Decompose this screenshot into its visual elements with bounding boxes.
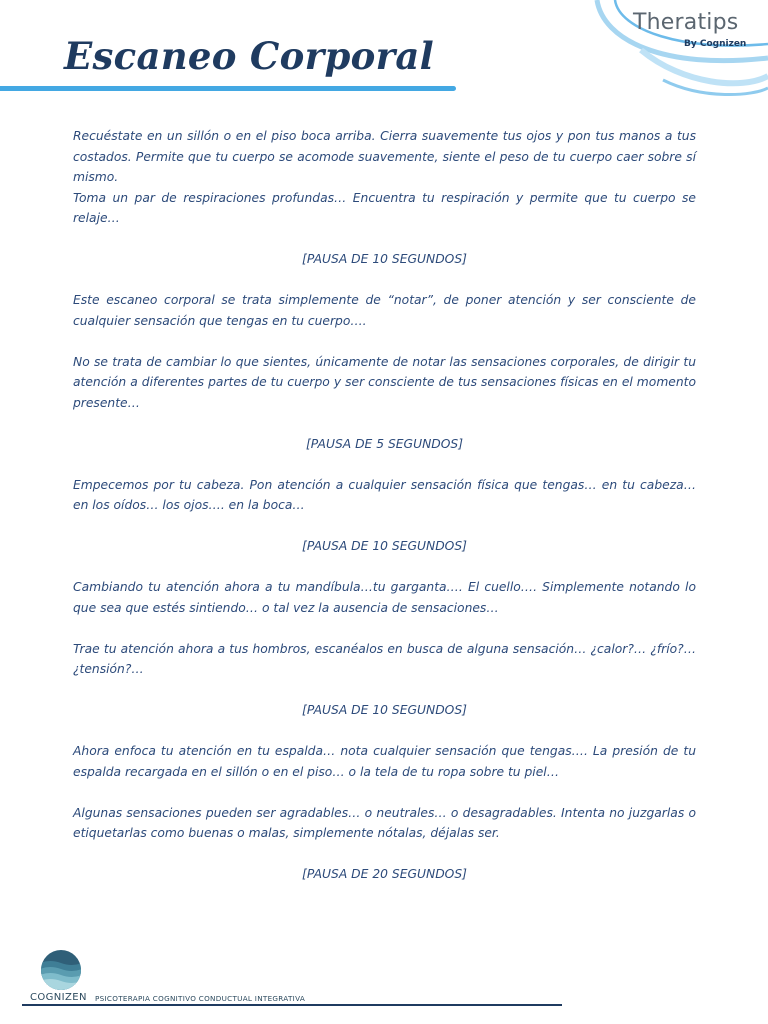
footer-company: COGNIZEN [30,992,87,1003]
paragraph: Trae tu atención ahora a tus hombros, escanéalos en busca de alguna sensación… ¿calor?… ¿frío?… ¿tensión?… [73,641,696,676]
paragraph: Algunas sensaciones pueden ser agradables… o neutrales… o desagradables. Intenta no juzgarlas o etiquetarlas como buenas o malas, simplemente nótalas, déjalas ser. [73,805,696,840]
paragraph: No se trata de cambiar lo que sientes, únicamente de notar las sensaciones corporales, de dirigir tu atención a diferentes partes de tu cuerpo y ser consciente de tus sensaciones físicas en el momento presente… [73,354,696,410]
paragraph: Empecemos por tu cabeza. Pon atención a cualquier sensación física que tengas… en tu cabeza… en los oídos… los ojos…. en la boca… [73,477,696,512]
paragraph: Cambiando tu atención ahora a tu mandíbula…tu garganta…. El cuello…. Simplemente notando lo que sea que estés sintiendo… o tal vez la ausencia de sensaciones… [73,580,696,615]
paragraph: Ahora enfoca tu atención en tu espalda… nota cualquier sensación que tengas…. La presión de tu espalda recargada en el sillón o en el piso… o la tela de tu ropa sobre tu piel… [73,744,696,779]
cognizen-logo-icon [40,949,82,991]
pause-note: [PAUSA DE 10 SEGUNDOS] [302,539,467,553]
document-body [73,126,696,885]
paragraph: Recuéstate en un sillón o en el piso boca arriba. Cierra suavemente tus ojos y pon tus manos a tus costados. Permite que tu cuerpo se acomode suavemente, siente el peso de tu cuerpo caer sobre sí mismo. [73,129,696,184]
title-underline [0,86,456,91]
brand-subtitle: By Cognizen [684,39,747,49]
pause-note: [PAUSA DE 10 SEGUNDOS] [302,703,467,717]
brand-name: Theratips [633,10,739,35]
page-title: Escaneo Corporal [64,34,435,78]
pause-note: [PAUSA DE 10 SEGUNDOS] [302,252,467,266]
pause-note: [PAUSA DE 20 SEGUNDOS] [302,867,467,881]
footer-rule [22,1004,562,1006]
footer-tagline: PSICOTERAPIA COGNITIVO CONDUCTUAL INTEGRATIVA [95,994,306,1003]
paragraph: Toma un par de respiraciones profundas… Encuentra tu respiración y permite que tu cuerpo se relaje… [73,190,696,225]
paragraph: Este escaneo corporal se trata simplemente de “notar”, de poner atención y ser consciente de cualquier sensación que tengas en tu cuerpo…. [73,293,696,328]
pause-note: [PAUSA DE 5 SEGUNDOS] [305,436,464,451]
